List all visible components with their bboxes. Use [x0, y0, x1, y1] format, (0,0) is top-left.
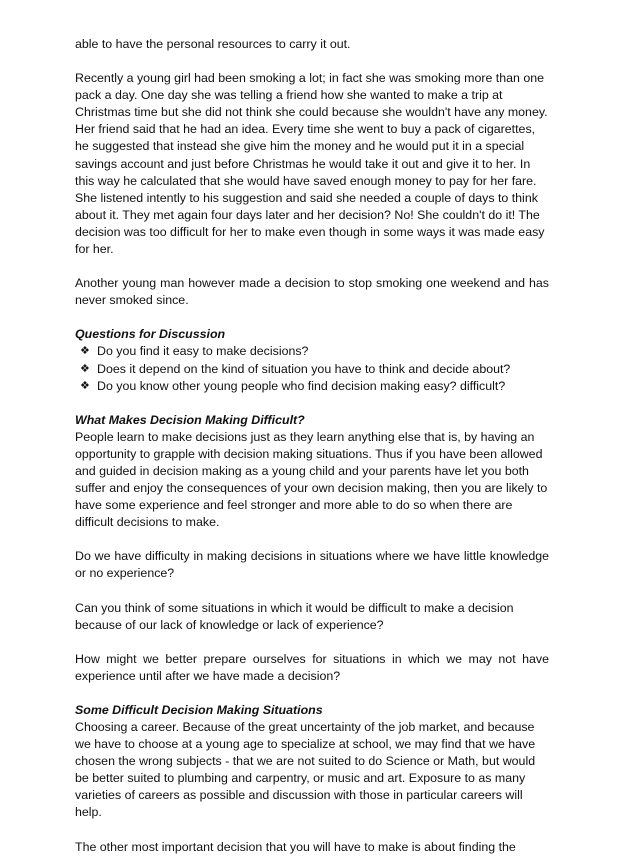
- paragraph-smoking-story: Recently a young girl had been smoking a lot; in fact she was smoking more than one pack a day. One day she was telling a friend how she wanted to make a trip at Christmas time but she did not think she could because she wouldn't have any money. Her friend said that he had an idea. Every time she went to buy a pack of cigarettes, he suggested that instead she give him the money and he would put it in a special savings account and just before Christmas he would take it out and give it to her. In this way he calculated that she would have saved enough money to pay for her fare. She listened intently to his suggestion and said she needed a couple of days to think about it. They met again four days later and her decision? No! She couldn't do it! The decision was too difficult for her to make even though in some ways it was made easy for her.: [75, 71, 548, 257]
- diamond-bullet-icon: ❖: [80, 379, 90, 392]
- discussion-question-list: [75, 343, 549, 394]
- list-item: [75, 378, 549, 395]
- list-item-text: Do you find it easy to make decisions?: [97, 344, 309, 359]
- list-item-text: Does it depend on the kind of situation you have to think and decide about?: [97, 361, 511, 376]
- document-page: [75, 36, 549, 856]
- heading-what-makes-decision-making-difficult: What Makes Decision Making Difficult?: [75, 412, 305, 427]
- paragraph-learning-decisions: People learn to make decisions just as they learn anything else that is, by having an opportunity to grapple with decision making situations. Thus if you have been allowed and guided in decision making as a young child and your parents have let you both suffer and enjoy the consequences of your own decision making, then you are likely to have some experience and feel stronger and more able to do so when there are difficult decisions to make.: [75, 429, 548, 530]
- paragraph-question-difficulty: Do we have difficulty in making decisions in situations where we have little knowledge or no experience?: [75, 549, 549, 581]
- list-item-text: Do you know other young people who find decision making easy? difficult?: [97, 378, 506, 393]
- paragraph-choosing-career: Choosing a career. Because of the great uncertainty of the job market, and because we have to choose at a young age to specialize at school, we may find that we have chosen the wrong subjects - that we are not suited to do Science or Math, but would be better suited to plumbing and carpentry, or music and art. Exposure to as many varieties of careers as possible and discussion with those in particular careers will help.: [75, 720, 536, 820]
- paragraph-young-man: Another young man however made a decision to stop smoking one weekend and has never smoked since.: [75, 276, 549, 308]
- paragraph-question-prepare: How might we better prepare ourselves for situations in which we may not have experience until after we have made a decision?: [75, 651, 549, 683]
- diamond-bullet-icon: ❖: [80, 345, 90, 358]
- list-item: [75, 361, 549, 378]
- heading-difficult-situations: Some Difficult Decision Making Situations: [75, 702, 323, 717]
- paragraph-question-situations: Can you think of some situations in which it would be difficult to make a decision because of our lack of knowledge or lack of experience?: [75, 600, 514, 632]
- heading-questions-for-discussion: Questions for Discussion: [75, 327, 226, 342]
- list-item: [75, 343, 549, 360]
- diamond-bullet-icon: ❖: [80, 362, 90, 375]
- paragraph-other-decision: The other most important decision that you will have to make is about finding the: [75, 839, 516, 854]
- paragraph-intro-continuation: able to have the personal resources to carry it out.: [75, 37, 351, 51]
